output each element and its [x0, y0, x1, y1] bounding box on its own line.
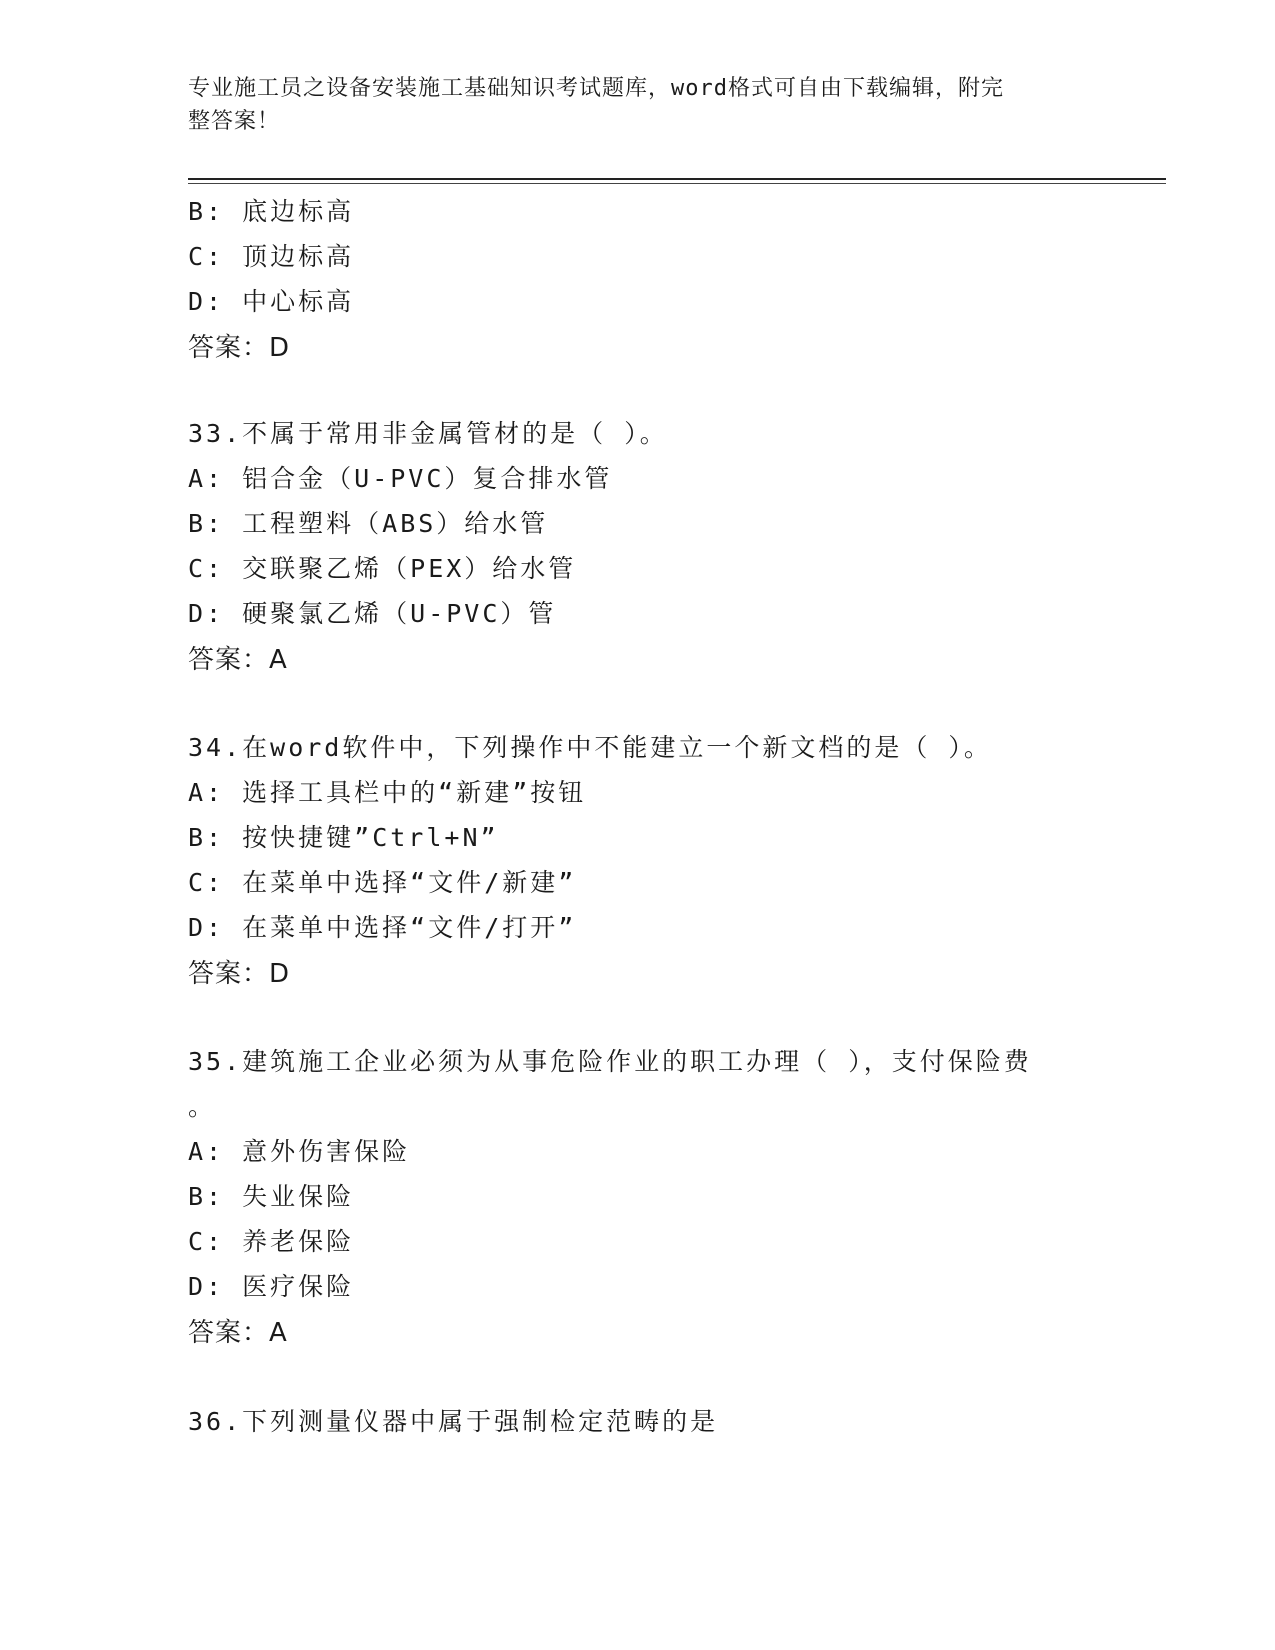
- q35-answer: 答案：A: [188, 1318, 288, 1348]
- q35-stem: 35.建筑施工企业必须为从事危险作业的职工办理（ ），支付保险费: [188, 1047, 1032, 1076]
- q33-option-b: B: 工程塑料（ABS）给水管: [188, 509, 549, 538]
- q35-stem-continuation: 。: [188, 1092, 217, 1121]
- q32-option-b: B: 底边标高: [188, 197, 355, 226]
- q33-option-c: C: 交联聚乙烯（PEX）给水管: [188, 554, 577, 583]
- header-rule-thick: [188, 178, 1166, 180]
- q34-option-a: A: 选择工具栏中的“新建”按钮: [188, 778, 587, 807]
- header-line-1: 专业施工员之设备安装施工基础知识考试题库，word格式可自由下载编辑，附完: [188, 76, 1004, 101]
- q36-stem: 36.下列测量仪器中属于强制检定范畴的是: [188, 1407, 719, 1436]
- q35-option-c: C: 养老保险: [188, 1227, 355, 1256]
- header-rule-thin: [188, 183, 1166, 184]
- q32-option-c: C: 顶边标高: [188, 242, 355, 271]
- q34-answer: 答案：D: [188, 959, 291, 989]
- q34-option-c: C: 在菜单中选择“文件/新建”: [188, 868, 577, 897]
- q34-option-d: D: 在菜单中选择“文件/打开”: [188, 913, 577, 942]
- q33-option-a: A: 铝合金（U-PVC）复合排水管: [188, 464, 613, 493]
- document-header: [188, 72, 1068, 138]
- q35-option-d: D: 医疗保险: [188, 1272, 355, 1301]
- q32-option-d: D: 中心标高: [188, 287, 355, 316]
- header-line-2: 整答案！: [188, 109, 281, 134]
- q33-stem: 33.不属于常用非金属管材的是（ ）。: [188, 419, 668, 448]
- q32-answer: 答案：D: [188, 333, 291, 363]
- q33-option-d: D: 硬聚氯乙烯（U-PVC）管: [188, 599, 557, 628]
- q33-answer: 答案：A: [188, 645, 288, 675]
- q34-option-b: B: 按快捷键”Ctrl+N”: [188, 823, 499, 852]
- q35-option-a: A: 意外伤害保险: [188, 1137, 411, 1166]
- q34-stem: 34.在word软件中，下列操作中不能建立一个新文档的是（ ）。: [188, 733, 992, 762]
- q35-option-b: B: 失业保险: [188, 1182, 355, 1211]
